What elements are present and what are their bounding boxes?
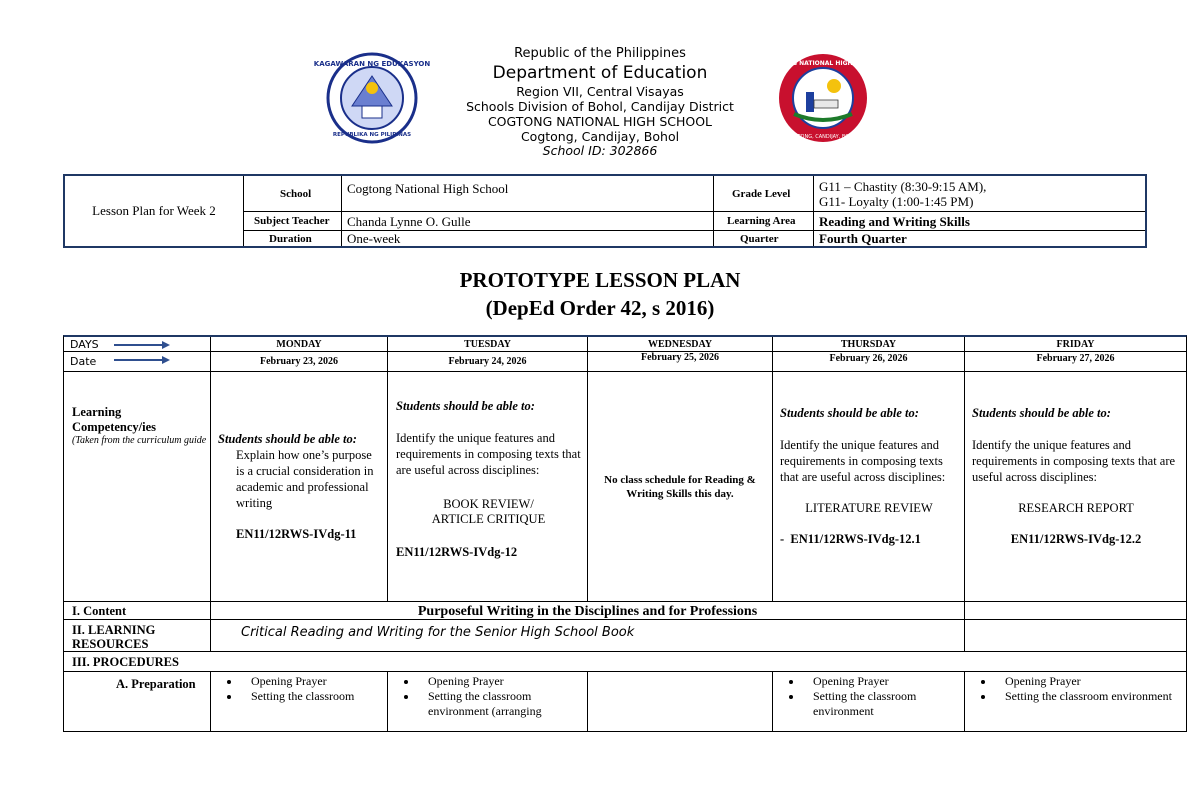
teacher-label-cell [244,212,342,231]
school-label-cell [244,176,342,212]
resources-label-cell [64,620,211,652]
date-arrow-icon [114,356,170,364]
prep-monday-item: • Opening Prayer [241,674,387,689]
day-header-thursday: THURSDAY [773,337,965,352]
prep-thursday [773,672,965,732]
competency-monday [211,372,388,602]
prep-thursday-item: • Setting the classroom environment [803,689,964,719]
lesson-info-table [63,174,1147,248]
date-friday: February 27, 2026 [965,352,1186,372]
quarter-label: Quarter [740,232,779,245]
school-value-cell [342,176,714,212]
thursday-topic: LITERATURE REVIEW [805,501,933,515]
resources-value-cell [211,620,965,652]
competency-tuesday [388,372,588,602]
competency-wednesday [588,372,773,602]
quarter-value-cell [814,231,1145,246]
preparation-label: A. Preparation [116,677,196,691]
friday-competency-text: Identify the unique features and requirements in composing texts that are useful across disciplines: [972,438,1176,484]
duration-label-cell [244,231,342,246]
prep-friday-item: • Opening Prayer [995,674,1186,689]
tuesday-competency-text: Identify the unique features and requirements in composing texts that are useful across disciplines: [396,431,581,477]
date-monday: February 23, 2026 [211,352,388,372]
day-header-friday: FRIDAY [965,337,1186,352]
school-seal-top-text: COGTONG NATIONAL HIGH SCHOOL [763,60,883,67]
competency-label-2: Competency/ies [72,420,157,434]
content-label-cell [64,602,211,620]
area-label: Learning Area [727,215,796,227]
competency-label-cell [64,372,211,602]
prep-tuesday-item: • Opening Prayer [418,674,587,689]
tuesday-topic-1: BOOK REVIEW/ [443,497,534,511]
plan-title: PROTOTYPE LESSON PLAN [459,268,741,292]
prep-monday-item: • Setting the classroom [241,689,387,704]
prep-friday [965,672,1186,732]
days-label-cell [64,337,211,352]
duration-value: One-week [347,231,401,246]
grade-value-cell [814,176,1145,212]
grade-value-2: G11- Loyalty (1:00-1:45 PM) [819,194,974,209]
resources-label-1: II. LEARNING [72,623,156,637]
school-label: School [280,187,312,200]
day-header-wednesday: WEDNESDAY [588,337,773,352]
duration-value-cell [342,231,714,246]
friday-code: EN11/12RWS-IVdg-12.2 [1010,532,1142,546]
date-label-cell [64,352,211,372]
competency-thursday [773,372,965,602]
deped-seal-bottom-text: REPUBLIKA NG PILIPINAS [332,132,412,138]
grade-label: Grade Level [732,187,791,200]
competency-note: (Taken from the curriculum guide [72,435,207,446]
resources-label-2: RESOURCES [72,637,149,651]
lesson-week-text: Lesson Plan for Week 2 [92,203,216,218]
teacher-value-cell [342,212,714,231]
school-id-text: School ID: 302866 [542,143,658,158]
procedures-label: III. PROCEDURES [72,655,179,669]
area-label-cell [714,212,814,231]
procedures-row [64,652,1186,672]
region-text: Region VII, Central Visayas [516,84,684,99]
school-name-text: COGTONG NATIONAL HIGH SCHOOL [487,114,713,129]
date-label: Date [70,355,97,368]
deped-seal-top-text: KAGAWARAN NG EDUKASYON [313,60,431,68]
monday-code: EN11/12RWS-IVdg-11 [236,527,357,541]
thursday-competency-text: Identify the unique features and requirements in composing texts that are useful across disciplines: [780,438,946,484]
division-text: Schools Division of Bohol, Candijay District [466,99,734,114]
wednesday-no-class-text: No class schedule for Reading & Writing Skills this day. [604,473,756,500]
content-label: I. Content [72,604,127,618]
lesson-week-cell [65,176,244,246]
teacher-label: Subject Teacher [254,215,330,227]
lesson-plan-table [63,335,1187,732]
quarter-label-cell [714,231,814,246]
area-value-cell [814,212,1145,231]
prep-thursday-item: • Opening Prayer [803,674,964,689]
thursday-code: EN11/12RWS-IVdg-12.1 [790,532,921,546]
teacher-value: Chanda Lynne O. Gulle [347,214,471,229]
resources-friday-cell [965,620,1186,652]
duration-label: Duration [269,232,312,245]
content-value-cell [211,602,965,620]
address-text: Cogtong, Candijay, Bohol [520,129,680,144]
day-header-tuesday: TUESDAY [388,337,588,352]
quarter-value: Fourth Quarter [819,231,907,246]
plan-subtitle: (DepEd Order 42, s 2016) [485,296,715,320]
thursday-able-text: Students should be able to: [780,406,919,420]
friday-topic: RESEARCH REPORT [1018,501,1134,515]
date-wednesday: February 25, 2026 [588,352,773,372]
date-thursday: February 26, 2026 [773,352,965,372]
tuesday-topic-2: ARTICLE CRITIQUE [431,512,546,526]
content-friday-cell [965,602,1186,620]
prep-wednesday [588,672,773,732]
school-seal-bottom-text: COGTONG, CANDIJAY, BOHOL [786,134,860,140]
resources-value: Critical Reading and Writing for the Senior High School Book [241,625,635,640]
monday-able-text: Students should be able to: [218,432,357,446]
grade-value-1: G11 – Chastity (8:30-9:15 AM), [819,179,987,194]
competency-label-1: Learning [72,405,122,419]
prep-tuesday [388,672,588,732]
department-text: Department of Education [492,63,708,83]
area-value: Reading and Writing Skills [819,214,970,229]
republic-text: Republic of the Philippines [514,46,686,61]
content-value: Purposeful Writing in the Disciplines and for Professions [417,604,758,619]
monday-competency-text: Explain how one’s purpose is a crucial consideration in academic and professional writing [236,448,374,510]
school-value: Cogtong National High School [347,181,509,196]
prep-tuesday-item: • Setting the classroom environment (arranging [418,689,587,719]
prep-monday [211,672,388,732]
tuesday-able-text: Students should be able to: [396,399,535,413]
days-arrow-icon [114,341,170,349]
friday-able-text: Students should be able to: [972,406,1111,420]
prep-friday-item: • Setting the classroom environment [995,689,1186,704]
competency-friday [965,372,1186,602]
preparation-label-cell [64,672,211,732]
thursday-dash: - [780,532,785,546]
grade-label-cell [714,176,814,212]
days-label: DAYS [70,338,99,351]
date-tuesday: February 24, 2026 [388,352,588,372]
tuesday-code: EN11/12RWS-IVdg-12 [396,545,518,559]
day-header-monday: MONDAY [211,337,388,352]
